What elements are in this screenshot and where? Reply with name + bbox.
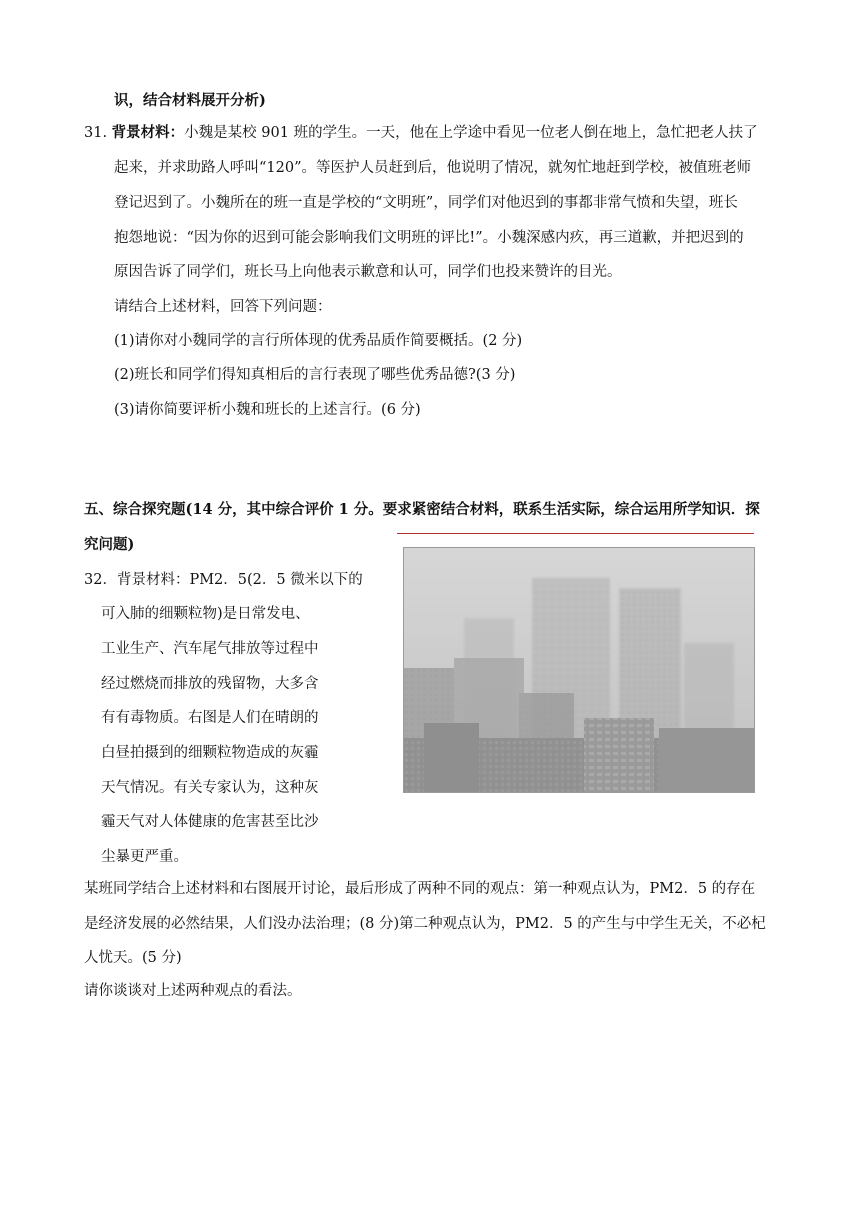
continuation-note: 识，结合材料展开分析): [114, 92, 266, 109]
photo-top-rule: [397, 533, 754, 534]
q31-sub-2: (2)班长和同学们得知真相后的言行表现了哪些优秀品德?(3 分): [114, 367, 516, 383]
q32-discussion-1: 某班同学结合上述材料和右图展开讨论，最后形成了两种不同的观点：第一种观点认为，PM2．5 的存在: [84, 881, 756, 897]
q32-line-6: 白昼拍摄到的细颗粒物造成的灰霾: [101, 745, 319, 761]
q32-line-8: 霾天气对人体健康的危害甚至比沙: [101, 814, 319, 830]
q31-line-1: 小魏是某校 901 班的学生。一天，他在上学途中看见一位老人倒在地上，急忙把老人扶了: [184, 125, 758, 141]
q32-question: 请你谈谈对上述两种观点的看法。: [84, 983, 302, 999]
q31-sub-1: (1)请你对小魏同学的言行所体现的优秀品质作简要概括。(2 分): [114, 333, 523, 349]
q31-line-4: 抱怨地说：“因为你的迟到可能会影响我们文明班的评比!”。小魏深感内疚，再三道歉，并把迟到的: [114, 230, 744, 246]
q31-sub-3: (3)请你简要评析小魏和班长的上述言行。(6 分): [114, 402, 421, 418]
section5-heading-cont: 究问题): [84, 536, 135, 553]
q32-line-1: 32．背景材料：PM2．5(2．5 微米以下的: [84, 572, 363, 588]
q31-line-3: 登记迟到了。小魏所在的班一直是学校的“文明班”，同学们对他迟到的事都非常气愤和失望，班长: [114, 195, 738, 211]
q32-discussion-3: 人忧天。(5 分): [84, 950, 182, 966]
q31-bg-label: 背景材料：: [111, 124, 185, 141]
q32-discussion-2: 是经济发展的必然结果，人们没办法治理；(8 分)第二种观点认为，PM2．5 的产生与中学生无关，不必杞: [84, 916, 766, 932]
hazy-city-photo: [403, 547, 755, 793]
q31-prompt: 请结合上述材料，回答下列问题：: [114, 299, 332, 315]
section5-heading: 五、综合探究题(14 分，其中综合评价 1 分。要求紧密结合材料，联系生活实际，综合运用所学知识．探: [84, 501, 760, 518]
q32-line-4: 经过燃烧而排放的残留物，大多含: [101, 676, 319, 692]
q32-line-2: 可入肺的细颗粒物)是日常发电、: [101, 606, 310, 622]
q32-line-5: 有有毒物质。右图是人们在晴朗的: [101, 710, 319, 726]
q31-number: 31.: [84, 125, 108, 141]
q31-first-line: [84, 123, 758, 143]
q32-line-7: 天气情况。有关专家认为，这种灰: [101, 780, 319, 796]
q32-line-9: 尘暴更严重。: [101, 849, 188, 865]
q32-line-3: 工业生产、汽车尾气排放等过程中: [101, 641, 319, 657]
q31-line-2: 起来，并求助路人呼叫“120”。等医护人员赶到后，他说明了情况，就匆忙地赶到学校，被值班老师: [114, 160, 751, 176]
q31-line-5: 原因告诉了同学们，班长马上向他表示歉意和认可，同学们也投来赞许的目光。: [114, 264, 622, 280]
